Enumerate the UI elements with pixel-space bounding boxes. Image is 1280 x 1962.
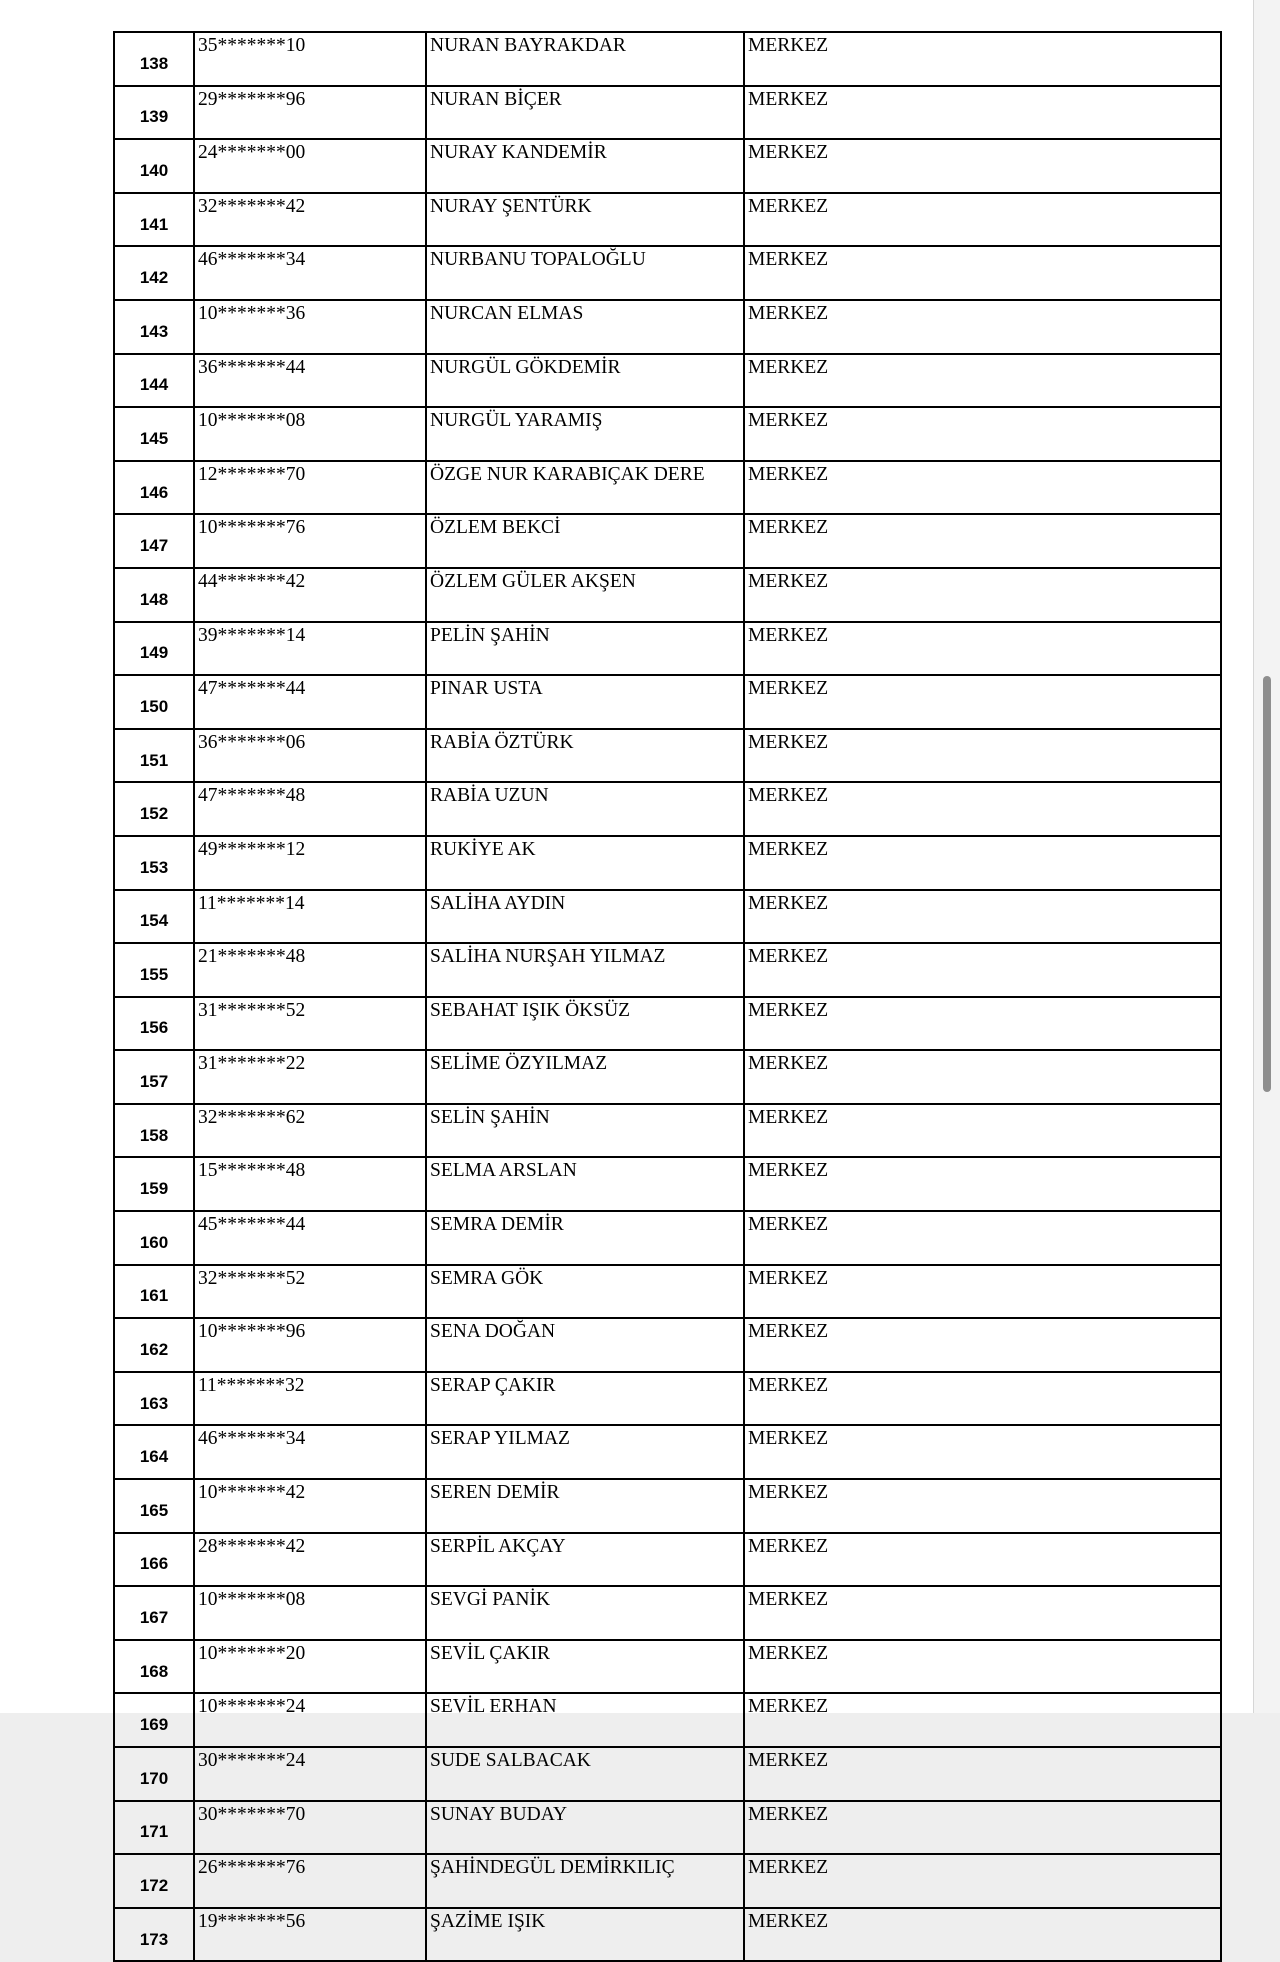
table-row [114,997,1221,1051]
masked-id-cell-text: 49*******12 [198,838,306,860]
masked-id-cell-text: 39*******14 [198,624,306,646]
row-number-cell: 151 [114,729,194,783]
unit-cell-text: MERKEZ [748,785,829,807]
table-row [114,1104,1221,1158]
name-cell-text: NURGÜL GÖKDEMİR [430,356,621,378]
name-cell [426,1533,744,1587]
masked-id-cell-text: 32*******62 [198,1106,306,1128]
masked-id-cell [194,1747,426,1801]
name-cell-text: ŞAHİNDEGÜL DEMİRKILIÇ [430,1857,675,1879]
name-cell-text: SEVİL ERHAN [430,1696,557,1718]
row-number-cell: 140 [114,139,194,193]
table-row [114,1801,1221,1855]
table-row [114,1479,1221,1533]
name-cell [426,354,744,408]
masked-id-cell [194,86,426,140]
name-cell [426,1801,744,1855]
masked-id-cell-text: 31*******52 [198,999,306,1021]
row-number-cell: 172 [114,1854,194,1908]
unit-cell-text: MERKEZ [748,731,829,753]
row-number-cell: 169 [114,1693,194,1747]
unit-cell [744,1586,1221,1640]
masked-id-cell [194,1425,426,1479]
name-cell-text: RABİA ÖZTÜRK [430,731,574,753]
name-cell [426,782,744,836]
row-number-cell: 139 [114,86,194,140]
masked-id-cell [194,461,426,515]
table-row [114,1425,1221,1479]
name-cell [426,568,744,622]
unit-cell-text: MERKEZ [748,678,829,700]
unit-cell-text: MERKEZ [748,195,829,217]
row-number-cell: 162 [114,1318,194,1372]
row-number-cell: 152 [114,782,194,836]
masked-id-cell-text: 10*******42 [198,1482,306,1504]
name-cell [426,514,744,568]
unit-cell [744,1747,1221,1801]
name-cell [426,246,744,300]
unit-cell-text: MERKEZ [748,838,829,860]
table-row [114,354,1221,408]
name-cell-text: SEMRA DEMİR [430,1214,564,1236]
masked-id-cell [194,1586,426,1640]
masked-id-cell-text: 11*******32 [198,1374,305,1396]
name-cell [426,32,744,86]
name-cell [426,836,744,890]
name-cell-text: SERAP YILMAZ [430,1428,570,1450]
unit-cell [744,782,1221,836]
name-cell [426,1908,744,1962]
name-cell [426,193,744,247]
name-cell [426,407,744,461]
row-number-cell: 168 [114,1640,194,1694]
name-cell-text: NURAY ŞENTÜRK [430,195,592,217]
unit-cell-text: MERKEZ [748,1428,829,1450]
name-cell-text: SEVGİ PANİK [430,1589,551,1611]
name-cell [426,86,744,140]
masked-id-cell-text: 10*******96 [198,1321,306,1343]
masked-id-cell [194,1854,426,1908]
unit-cell [744,1854,1221,1908]
unit-cell-text: MERKEZ [748,1106,829,1128]
table-row [114,461,1221,515]
name-cell [426,890,744,944]
masked-id-cell [194,1157,426,1211]
table-row [114,1908,1221,1962]
name-cell-text: PINAR USTA [430,678,543,700]
masked-id-cell-text: 15*******48 [198,1160,306,1182]
masked-id-cell-text: 10*******76 [198,517,306,539]
masked-id-cell-text: 30*******70 [198,1803,306,1825]
masked-id-cell [194,193,426,247]
name-cell-text: ÖZLEM GÜLER AKŞEN [430,570,636,592]
name-cell-text: PELİN ŞAHİN [430,624,550,646]
unit-cell-text: MERKEZ [748,1535,829,1557]
unit-cell-text: MERKEZ [748,249,829,271]
unit-cell [744,568,1221,622]
table-row [114,1693,1221,1747]
row-number-cell: 171 [114,1801,194,1855]
unit-cell [744,997,1221,1051]
row-number-cell: 154 [114,890,194,944]
unit-cell [744,1211,1221,1265]
masked-id-cell [194,1104,426,1158]
name-cell [426,1425,744,1479]
table-row [114,836,1221,890]
row-number-cell: 167 [114,1586,194,1640]
table-row [114,300,1221,354]
masked-id-cell-text: 21*******48 [198,946,306,968]
name-cell [426,1693,744,1747]
masked-id-cell-text: 29*******96 [198,88,306,110]
name-cell-text: SEMRA GÖK [430,1267,544,1289]
table-row [114,675,1221,729]
unit-cell [744,514,1221,568]
table-row [114,246,1221,300]
unit-cell-text: MERKEZ [748,1267,829,1289]
table-row [114,1533,1221,1587]
name-cell [426,1479,744,1533]
table-row [114,622,1221,676]
masked-id-cell-text: 46*******34 [198,249,306,271]
unit-cell-text: MERKEZ [748,35,829,56]
row-number-cell: 161 [114,1265,194,1319]
name-cell-text: SENA DOĞAN [430,1321,556,1343]
unit-cell-text: MERKEZ [748,570,829,592]
masked-id-cell-text: 32*******42 [198,195,306,217]
unit-cell-text: MERKEZ [748,1214,829,1236]
table-row [114,729,1221,783]
masked-id-cell-text: 26*******76 [198,1857,306,1879]
name-cell [426,461,744,515]
table-row [114,782,1221,836]
name-cell-text: NURAY KANDEMİR [430,142,607,164]
name-cell-text: RUKİYE AK [430,838,536,860]
unit-cell-text: MERKEZ [748,624,829,646]
table-row [114,1050,1221,1104]
unit-cell-text: MERKEZ [748,517,829,539]
unit-cell [744,1372,1221,1426]
unit-cell [744,1640,1221,1694]
name-cell-text: RABİA UZUN [430,785,549,807]
masked-id-cell-text: 12*******70 [198,463,306,485]
masked-id-cell-text: 46*******34 [198,1428,306,1450]
masked-id-cell [194,943,426,997]
name-cell [426,997,744,1051]
masked-id-cell [194,139,426,193]
unit-cell [744,1265,1221,1319]
masked-id-cell [194,1372,426,1426]
row-number-cell: 150 [114,675,194,729]
unit-cell [744,1050,1221,1104]
name-cell-text: NURAN BİÇER [430,88,562,110]
unit-cell-text: MERKEZ [748,302,829,324]
masked-id-cell-text: 28*******42 [198,1535,306,1557]
masked-id-cell [194,1908,426,1962]
row-number-cell: 149 [114,622,194,676]
masked-id-cell [194,354,426,408]
name-cell [426,1640,744,1694]
row-number-cell: 142 [114,246,194,300]
table-row [114,1318,1221,1372]
row-number-cell: 144 [114,354,194,408]
unit-cell [744,1479,1221,1533]
unit-cell [744,675,1221,729]
masked-id-cell-text: 10*******24 [198,1696,306,1718]
masked-id-cell [194,1318,426,1372]
unit-cell [744,1157,1221,1211]
name-cell [426,1211,744,1265]
unit-cell [744,1425,1221,1479]
row-number-cell: 173 [114,1908,194,1962]
masked-id-cell [194,300,426,354]
masked-id-cell [194,1211,426,1265]
table-row [114,1157,1221,1211]
name-cell-text: SEBAHAT IŞIK ÖKSÜZ [430,999,631,1021]
masked-id-cell [194,1265,426,1319]
scrollbar-thumb[interactable] [1263,676,1271,1092]
row-number-cell: 155 [114,943,194,997]
masked-id-cell-text: 44*******42 [198,570,306,592]
name-cell [426,1854,744,1908]
masked-id-cell [194,1693,426,1747]
unit-cell [744,890,1221,944]
masked-id-cell [194,1801,426,1855]
masked-id-cell-text: 30*******24 [198,1750,306,1771]
name-cell [426,943,744,997]
unit-cell-text: MERKEZ [748,999,829,1021]
name-cell [426,1318,744,1372]
unit-cell [744,407,1221,461]
unit-cell-text: MERKEZ [748,892,829,914]
table-row [114,1265,1221,1319]
masked-id-cell-text: 10*******08 [198,1589,306,1611]
row-number-cell: 148 [114,568,194,622]
masked-id-cell-text: 45*******44 [198,1214,306,1236]
unit-cell [744,193,1221,247]
unit-cell-text: MERKEZ [748,1750,829,1771]
row-number-cell: 143 [114,300,194,354]
masked-id-cell-text: 47*******48 [198,785,306,807]
name-cell-text: SUNAY BUDAY [430,1803,568,1825]
unit-cell-text: MERKEZ [748,1160,829,1182]
row-number-cell: 141 [114,193,194,247]
name-cell [426,729,744,783]
masked-id-cell [194,1533,426,1587]
masked-id-cell-text: 31*******22 [198,1053,306,1075]
name-cell-text: SELİN ŞAHİN [430,1106,550,1128]
name-cell-text: SUDE SALBACAK [430,1750,591,1771]
table-row [114,32,1221,86]
unit-cell [744,1908,1221,1962]
unit-cell-text: MERKEZ [748,1374,829,1396]
unit-cell-text: MERKEZ [748,1803,829,1825]
name-cell-text: NURGÜL YARAMIŞ [430,410,603,432]
table-row [114,86,1221,140]
masked-id-cell-text: 32*******52 [198,1267,306,1289]
name-cell [426,1586,744,1640]
masked-id-cell-text: 47*******44 [198,678,306,700]
unit-cell [744,139,1221,193]
name-cell-text: SALİHA NURŞAH YILMAZ [430,946,666,968]
name-cell [426,1157,744,1211]
masked-id-cell [194,890,426,944]
masked-id-cell [194,729,426,783]
masked-id-cell [194,836,426,890]
name-cell-text: SERPİL AKÇAY [430,1535,566,1557]
row-number-cell: 146 [114,461,194,515]
unit-cell [744,1801,1221,1855]
name-cell-text: ÖZGE NUR KARABIÇAK DERE [430,463,705,485]
name-cell [426,139,744,193]
roster-table-body [114,32,1221,1961]
row-number-cell: 138 [114,32,194,86]
unit-cell-text: MERKEZ [748,142,829,164]
unit-cell [744,943,1221,997]
table-row [114,943,1221,997]
unit-cell-text: MERKEZ [748,1696,829,1718]
row-number-cell: 164 [114,1425,194,1479]
masked-id-cell [194,622,426,676]
masked-id-cell-text: 35*******10 [198,35,306,56]
row-number-cell: 170 [114,1747,194,1801]
unit-cell-text: MERKEZ [748,88,829,110]
unit-cell [744,1318,1221,1372]
masked-id-cell [194,514,426,568]
row-number-cell: 153 [114,836,194,890]
row-number-cell: 158 [114,1104,194,1158]
name-cell-text: SEVİL ÇAKIR [430,1642,551,1664]
table-row [114,1854,1221,1908]
row-number-cell: 163 [114,1372,194,1426]
table-row [114,407,1221,461]
unit-cell [744,300,1221,354]
unit-cell-text: MERKEZ [748,356,829,378]
name-cell [426,1372,744,1426]
unit-cell [744,1533,1221,1587]
masked-id-cell-text: 10*******36 [198,302,306,324]
masked-id-cell-text: 36*******44 [198,356,306,378]
row-number-cell: 160 [114,1211,194,1265]
table-row [114,568,1221,622]
unit-cell [744,836,1221,890]
unit-cell-text: MERKEZ [748,1482,829,1504]
table-row [114,139,1221,193]
table-row [114,890,1221,944]
name-cell-text: ÖZLEM BEKCİ [430,517,561,539]
masked-id-cell [194,782,426,836]
name-cell-text: NURCAN ELMAS [430,302,584,324]
unit-cell-text: MERKEZ [748,1910,829,1932]
masked-id-cell-text: 24*******00 [198,142,306,164]
row-number-cell: 166 [114,1533,194,1587]
name-cell [426,1050,744,1104]
table-row [114,514,1221,568]
name-cell [426,300,744,354]
unit-cell [744,32,1221,86]
name-cell-text: SELMA ARSLAN [430,1160,577,1182]
masked-id-cell [194,32,426,86]
masked-id-cell [194,246,426,300]
unit-cell-text: MERKEZ [748,1053,829,1075]
table-row [114,1372,1221,1426]
name-cell-text: NURBANU TOPALOĞLU [430,249,646,271]
row-number-cell: 156 [114,997,194,1051]
unit-cell [744,354,1221,408]
masked-id-cell [194,568,426,622]
masked-id-cell-text: 11*******14 [198,892,305,914]
unit-cell [744,1104,1221,1158]
name-cell-text: ŞAZİME IŞIK [430,1910,546,1932]
masked-id-cell [194,407,426,461]
name-cell-text: NURAN BAYRAKDAR [430,35,626,56]
unit-cell [744,86,1221,140]
masked-id-cell [194,1050,426,1104]
masked-id-cell [194,997,426,1051]
masked-id-cell [194,675,426,729]
unit-cell-text: MERKEZ [748,410,829,432]
masked-id-cell [194,1479,426,1533]
table-row [114,1586,1221,1640]
masked-id-cell-text: 10*******20 [198,1642,306,1664]
row-number-cell: 165 [114,1479,194,1533]
name-cell [426,1747,744,1801]
roster-table [113,31,1222,1962]
name-cell-text: SALİHA AYDIN [430,892,566,914]
table-row [114,1747,1221,1801]
name-cell [426,622,744,676]
name-cell [426,1104,744,1158]
name-cell [426,675,744,729]
unit-cell [744,1693,1221,1747]
masked-id-cell-text: 36*******06 [198,731,306,753]
unit-cell-text: MERKEZ [748,1857,829,1879]
unit-cell [744,729,1221,783]
name-cell-text: SELİME ÖZYILMAZ [430,1053,608,1075]
row-number-cell: 157 [114,1050,194,1104]
unit-cell-text: MERKEZ [748,1321,829,1343]
name-cell-text: SERAP ÇAKIR [430,1374,556,1396]
table-row [114,193,1221,247]
row-number-cell: 147 [114,514,194,568]
unit-cell-text: MERKEZ [748,1642,829,1664]
unit-cell [744,622,1221,676]
row-number-cell: 145 [114,407,194,461]
table-row [114,1211,1221,1265]
unit-cell [744,461,1221,515]
unit-cell-text: MERKEZ [748,946,829,968]
row-number-cell: 159 [114,1157,194,1211]
masked-id-cell [194,1640,426,1694]
masked-id-cell-text: 10*******08 [198,410,306,432]
unit-cell-text: MERKEZ [748,1589,829,1611]
unit-cell [744,246,1221,300]
unit-cell-text: MERKEZ [748,463,829,485]
table-row [114,1640,1221,1694]
name-cell [426,1265,744,1319]
masked-id-cell-text: 19*******56 [198,1910,306,1932]
name-cell-text: SEREN DEMİR [430,1482,560,1504]
